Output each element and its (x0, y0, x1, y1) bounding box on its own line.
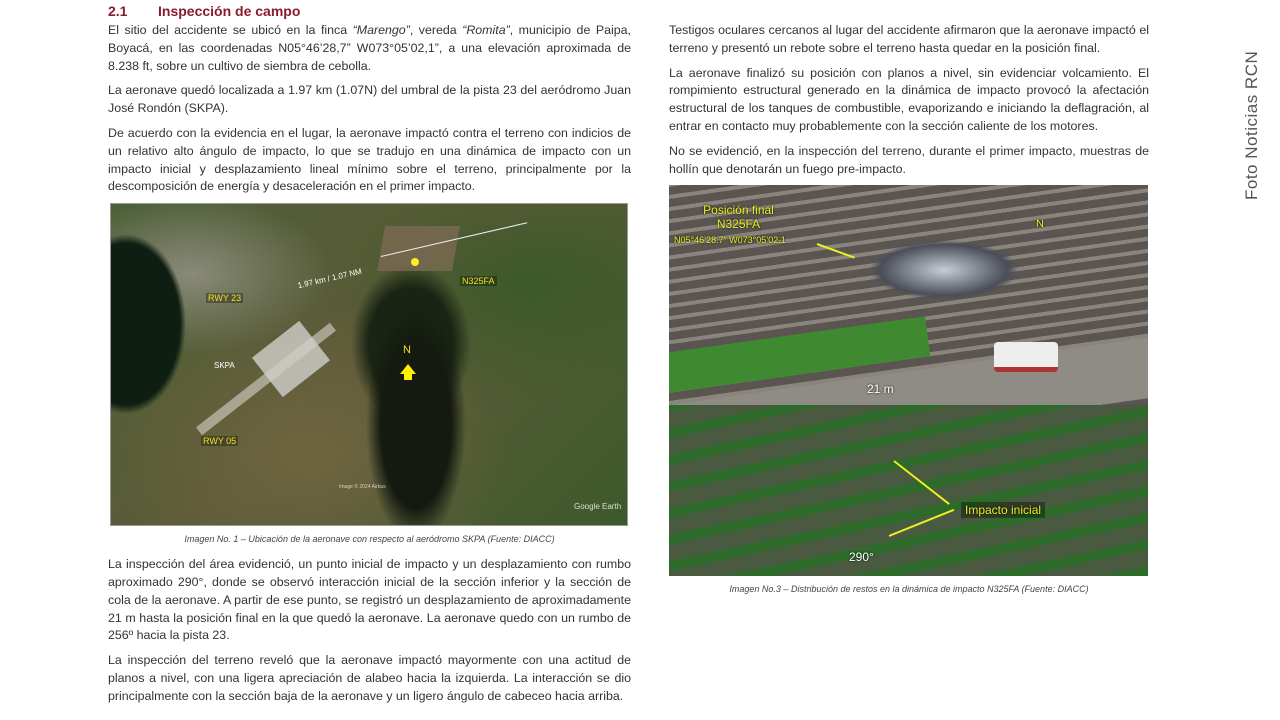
imagery-credit: Image © 2024 Airbus (339, 484, 386, 491)
caption-image-1: Imagen No. 1 – Ubicación de la aeronave con respecto al aeródromo SKPA (Fuente: DIACC) (184, 534, 555, 545)
paragraph-site: El sitio del accidente se ubicó en la finca “Marengo”, vereda “Romita”, municipio de Paipa, Boyacá, en las coordenadas N05°46’28,7” W073°05’02,1”, a una elevación aproximada de 8.238 ft, sobre un cultivo de siembra de cebolla. (108, 23, 631, 73)
section-title: Inspección de campo (158, 3, 301, 19)
coordinates-label: N05°46’28.7” W073°05’02.1 (674, 235, 786, 246)
distance-label: 21 m (867, 382, 894, 397)
rwy23-label: RWY 23 (208, 293, 242, 304)
paragraph-area-inspection: La inspección del área evidenció, un punto inicial de impacto y un desplazamiento con rumbo aproximado 290°, donde se observó interacción inicial de la sección inferior y la sección de cola de la aeronave. A partir de ese punto, se registró un desplazamiento de aproximadamente 21 m hasta la posición final en la que quedó la aeronave. La aeronave quedo con un rumbo de 256º hacia la pista 23. (108, 557, 631, 643)
google-earth-logo: Google Earth (574, 502, 622, 512)
arrow-icon (817, 243, 855, 259)
right-column (669, 22, 1149, 606)
watermark: Foto Noticias RCN (1242, 50, 1261, 200)
north-label: N (1036, 218, 1044, 231)
aerial-photo-image (669, 185, 1148, 576)
aircraft-label: N325FA (462, 276, 495, 287)
paragraph-final-position: La aeronave finalizó su posición con planos a nivel, sin evidenciar volcamiento. El rompimiento estructural generado en la dinámica de impacto provocó la afectación estructural de los tanques de combustible, evaporizando e iniciando la deflagración, al entrar en contacto muy probablemente con la sección caliente de los motores. (669, 65, 1149, 133)
airport-label: SKPA (214, 361, 235, 371)
paragraph-witnesses: Testigos oculares cercanos al lugar del accidente afirmaron que la aeronave impactó el terreno y presentó un rebote sobre el terreno hasta quedar en la posición final. (669, 23, 1149, 55)
section-heading (108, 0, 631, 22)
rwy05-label: RWY 05 (203, 436, 237, 447)
aircraft-registration-label: N325FA (716, 217, 761, 232)
caption-image-3: Imagen No.3 – Distribución de restos en la dinámica de impacto N325FA (Fuente: DIACC) (729, 584, 1089, 595)
initial-impact-label: Impacto inicial (961, 502, 1045, 518)
paragraph-terrain-inspection: La inspección del terreno reveló que la aeronave impactó mayormente con una actitud de planos a nivel, con una ligera apreciación de alabeo hacia la izquierda. La interacción se dio principalmente con la sección baja de la aeronave y un ligero ángulo de cabeceo hacia arriba. (108, 653, 631, 703)
vehicle (994, 342, 1058, 372)
paragraph-location: La aeronave quedó localizada a 1.97 km (1.07N) del umbral de la pista 23 del aeródromo Juan José Rondón (SKPA). (108, 83, 631, 116)
left-column (108, 0, 631, 713)
paragraph-evidence: De acuerdo con la evidencia en el lugar, la aeronave impactó contra el terreno con indicios de un relativo alto ángulo de impacto, lo que se tradujo en una dinámica de impacto con un impacto inicial y desplazamiento lineal mínimo sobre el terreno, principalmente por la descomposición de energía y desaceleración en el primer impacto. (108, 125, 631, 194)
section-number: 2.1 (108, 3, 128, 19)
satellite-map-image (110, 203, 628, 526)
distance-label: 1.97 km / 1.07 NM (296, 266, 363, 291)
paragraph-no-soot: No se evidenció, en la inspección del terreno, durante el primer impacto, muestras de hollín que denotarán un fuego pre-impacto. (669, 143, 1149, 176)
heading-label: 290° (849, 550, 874, 565)
final-position-label: Posición final (703, 203, 774, 218)
north-label: N (403, 344, 411, 357)
wreckage (869, 240, 1019, 300)
